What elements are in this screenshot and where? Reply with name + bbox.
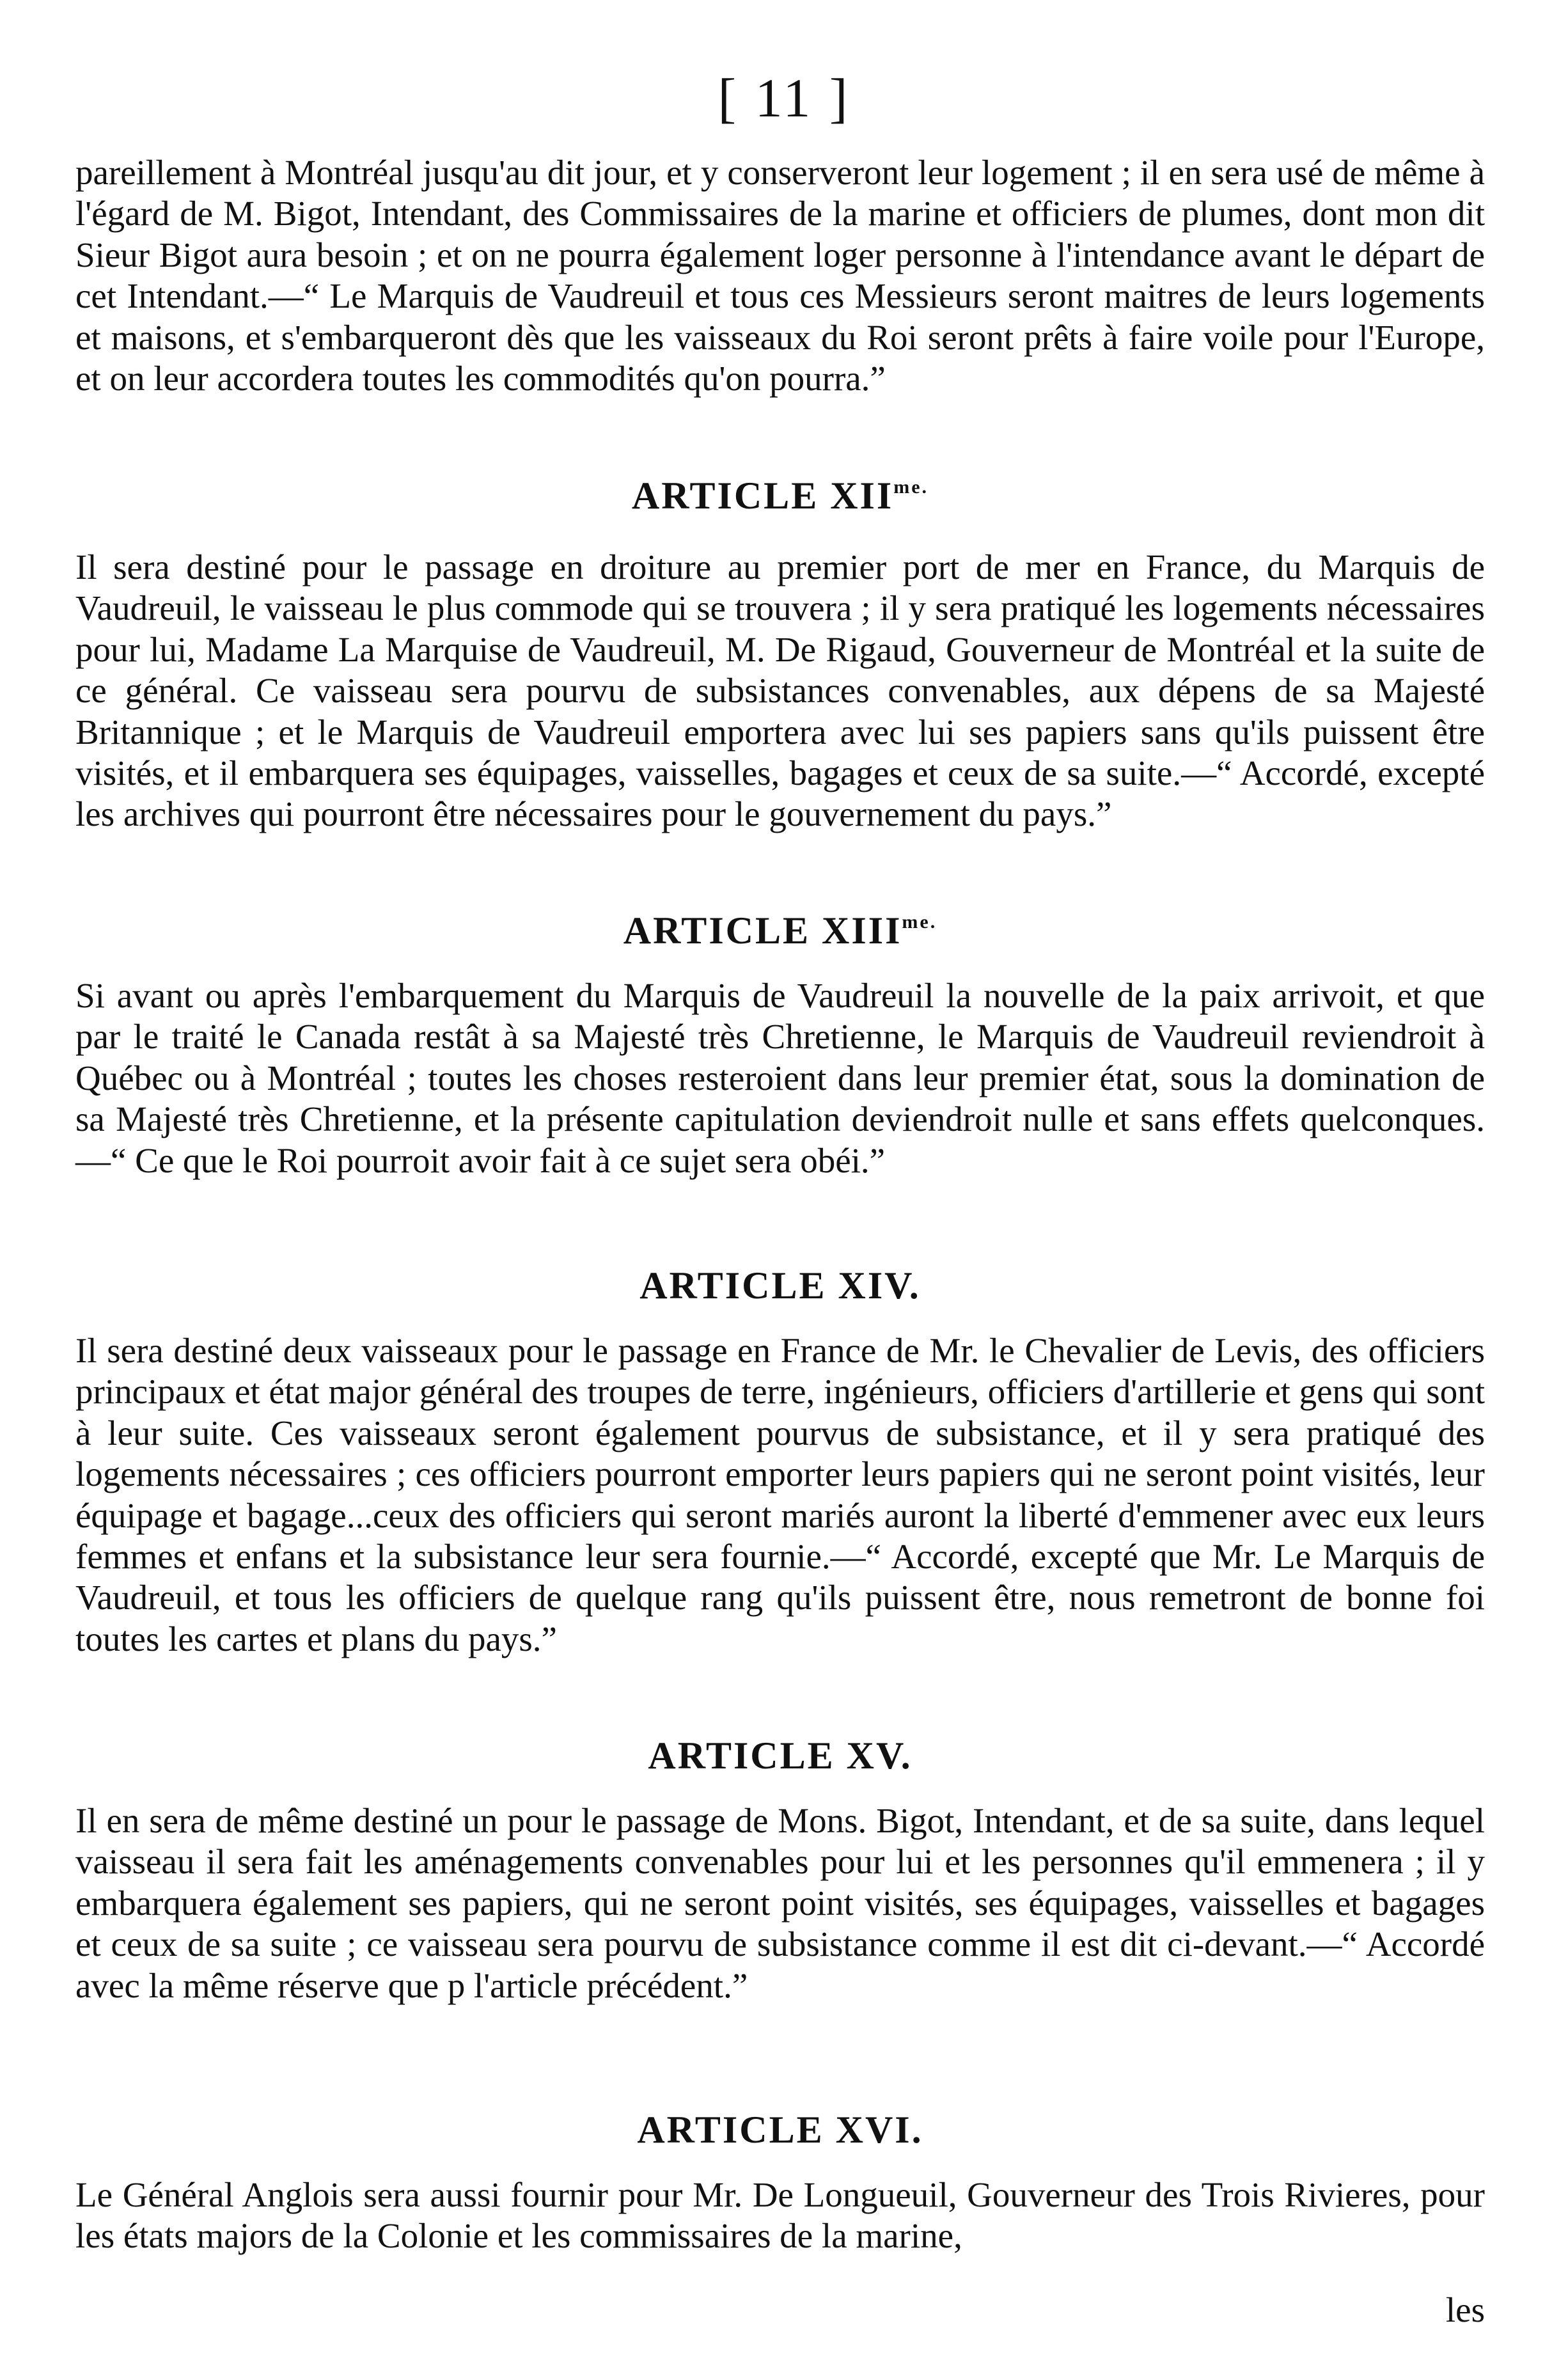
article-15-heading: ARTICLE XV. xyxy=(648,1735,913,1777)
article-16-heading: ARTICLE XVI. xyxy=(637,2109,923,2151)
article-16-paragraph: Le Général Anglois sera aussi fournir pour Mr. De Longueuil, Gouverneur des Trois Rivieres, pour les états majors de la Colonie et les commissaires de la marine, xyxy=(75,2175,1485,2256)
article-15-paragraph: Il en sera de même destiné un pour le passage de Mons. Bigot, Intendant, et de sa suite, dans lequel vaisseau il sera fait les aménagements convenables pour lui et les personnes qu'il emmenera ; il y embarquera également ses papiers, qui ne seront point visités, ses équipages, vaisselles et bagages et ceux de sa suite ; ce vaisseau sera pourvu de subsistance comme il est dit ci-devant.—“ Accordé avec la même réserve que p l'article précédent.” xyxy=(75,1801,1485,2005)
catchword: les xyxy=(1445,2290,1485,2329)
article-14-heading: ARTICLE XIV. xyxy=(639,1264,921,1307)
article-14-paragraph: Il sera destiné deux vaisseaux pour le passage en France de Mr. le Chevalier de Levis, des officiers principaux et état major général des troupes de terre, ingénieurs, officiers d'artillerie et gens qui sont à leur suite. Ces vaisseaux seront également pourvus de subsistance, et il y sera pratiqué des logements nécessaires ; ces officiers pourront emporter leurs papiers qui ne seront point visités, leur équipage et bagage...ceux des officiers qui seront mariés auront la liberté d'emmener avec eux leurs femmes et enfans et la subsistance leur sera fournie.—“ Accordé, excepté que Mr. Le Marquis de Vaudreuil, et tous les officiers de quelque rang qu'ils puissent être, nous remetront de bonne foi toutes les cartes et plans du pays.” xyxy=(75,1331,1485,1658)
article-13-heading xyxy=(75,911,1485,950)
article-12-heading-suffix: me. xyxy=(893,476,929,498)
article-12-paragraph: Il sera destiné pour le passage en droiture au premier port de mer en France, du Marquis de Vaudreuil, le vaisseau le plus commode qui se trouvera ; il y sera pratiqué les logements nécessaires pour lui, Madame La Marquise de Vaudreuil, M. De Rigaud, Gouverneur de Montréal et la suite de ce général. Ce vaisseau sera pourvu de subsistances convenables, aux dépens de sa Majesté Britannique ; et le Marquis de Vaudreuil emportera avec lui ses papiers sans qu'ils puissent être visités, et il embarquera ses équipages, vaisselles, bagages et ceux de sa suite.—“ Accordé, excepté les archives qui pourront être nécessaires pour le gouvernement du pays.” xyxy=(75,547,1485,834)
article-13-heading-text: ARTICLE XIII xyxy=(623,909,902,952)
article-12-heading xyxy=(75,476,1485,515)
intro-section xyxy=(75,152,1485,399)
page-number: [ 11 ] xyxy=(717,67,851,129)
intro-paragraph: pareillement à Montréal jusqu'au dit jour, et y conserveront leur logement ; il en sera usé de même à l'égard de M. Bigot, Intendant, des Commissaires de la marine et officiers de plumes, dont mon dit Sieur Bigot aura besoin ; et on ne pourra également loger personne à l'intendance avant le départ de cet Intendant.—“ Le Marquis de Vaudreuil et tous ces Messieurs seront maitres de leurs logements et maisons, et s'embarqueront dès que les vaisseaux du Roi seront prêts à faire voile pour l'Europe, et on leur accordera toutes les commodités qu'on pourra.” xyxy=(75,153,1485,398)
article-13-heading-suffix: me. xyxy=(902,911,937,932)
article-13-paragraph: Si avant ou après l'embarquement du Marquis de Vaudreuil la nouvelle de la paix arrivoit, et que par le traité le Canada restât à sa Majesté très Chretienne, le Marquis de Vaudreuil reviendroit à Québec ou à Montréal ; toutes les choses resteroient dans leur premier état, sous la domination de sa Majesté très Chretienne, et la présente capitulation deviendroit nulle et sans effets quelconques.—“ Ce que le Roi pourroit avoir fait à ce sujet sera obéi.” xyxy=(75,976,1485,1180)
article-12-heading-text: ARTICLE XII xyxy=(631,475,894,517)
